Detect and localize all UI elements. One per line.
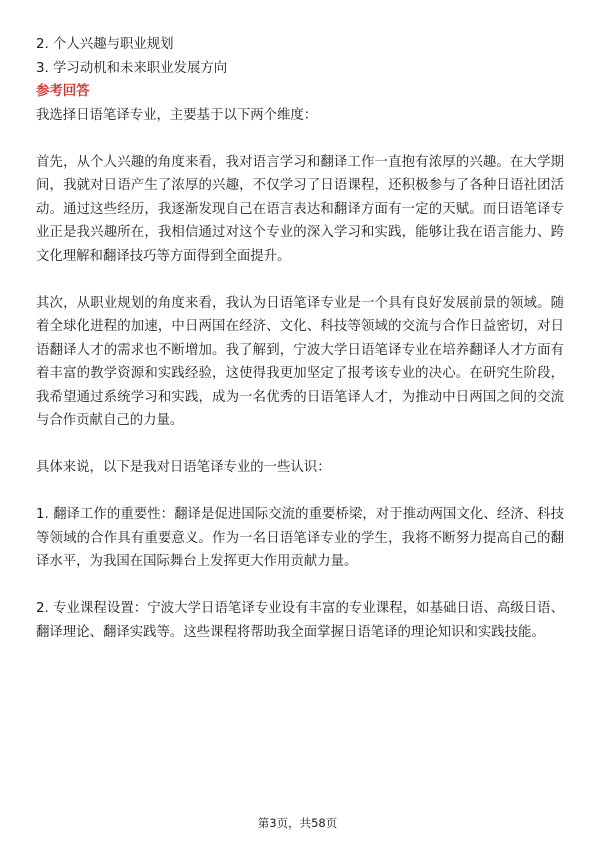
spacer (36, 127, 564, 151)
point-translation-importance: 1. 翻译工作的重要性：翻译是促进国际交流的重要桥梁，对于推动两国文化、经济、科技等领域的合作具有重要意义。作为一名日语笔译专业的学生，我将不断努力提高自己的翻译水平，为我国在国际舞台上发挥更大作用贡献力量。 (36, 507, 564, 569)
list-item-interest-career: 2. 个人兴趣与职业规划 (36, 37, 174, 52)
paragraph-career: 其次，从职业规划的角度来看，我认为日语笔译专业是一个具有良好发展前景的领域。随着全球化进程的加速，中日两国在经济、文化、科技等领域的交流与合作日益密切，对日语翻译人才的需求也不断增加。我了解到，宁波大学日语笔译专业在培养翻译人才方面有着丰富的教学资源和实践经验，这使得我更加坚定了报考该专业的决心。在研究生阶段，我希望通过系统学习和实践，成为一名优秀的日语笔译人才，为推动中日两国之间的交流与合作贡献自己的力量。 (36, 295, 564, 428)
paragraph-interest: 首先，从个人兴趣的角度来看，我对语言学习和翻译工作一直抱有浓厚的兴趣。在大学期间，我就对日语产生了浓厚的兴趣，不仅学习了日语课程，还积极参与了各种日语社团活动。通过这些经历，我逐渐发现自己在语言表达和翻译方面有一定的天赋。而日语笔译专业正是我兴趣所在，我相信通过对这个专业的深入学习和实践，能够让我在语言能力、跨文化理解和翻译技巧等方面得到全面提升。 (36, 154, 564, 264)
intro-text: 我选择日语笔译专业，主要基于以下两个维度： (36, 107, 318, 123)
list-item-motivation: 3. 学习动机和未来职业发展方向 (36, 60, 228, 76)
spacer (36, 268, 564, 292)
answer-heading: 参考回答 (36, 84, 90, 99)
spacer (36, 480, 564, 504)
point-course-setting: 2. 专业课程设置：宁波大学日语笔译专业设有丰富的专业课程，如基础日语、高级日语、翻译理论、翻译实践等。这些课程将帮助我全面掌握日语笔译的理论知识和实践技能。 (36, 601, 564, 640)
spacer (36, 433, 564, 457)
document-body (36, 33, 564, 644)
lead-in-text: 具体来说，以下是我对日语笔译专业的一些认识： (36, 460, 331, 475)
spacer (36, 574, 564, 598)
page-number: 第3页，共58页 (257, 816, 338, 830)
